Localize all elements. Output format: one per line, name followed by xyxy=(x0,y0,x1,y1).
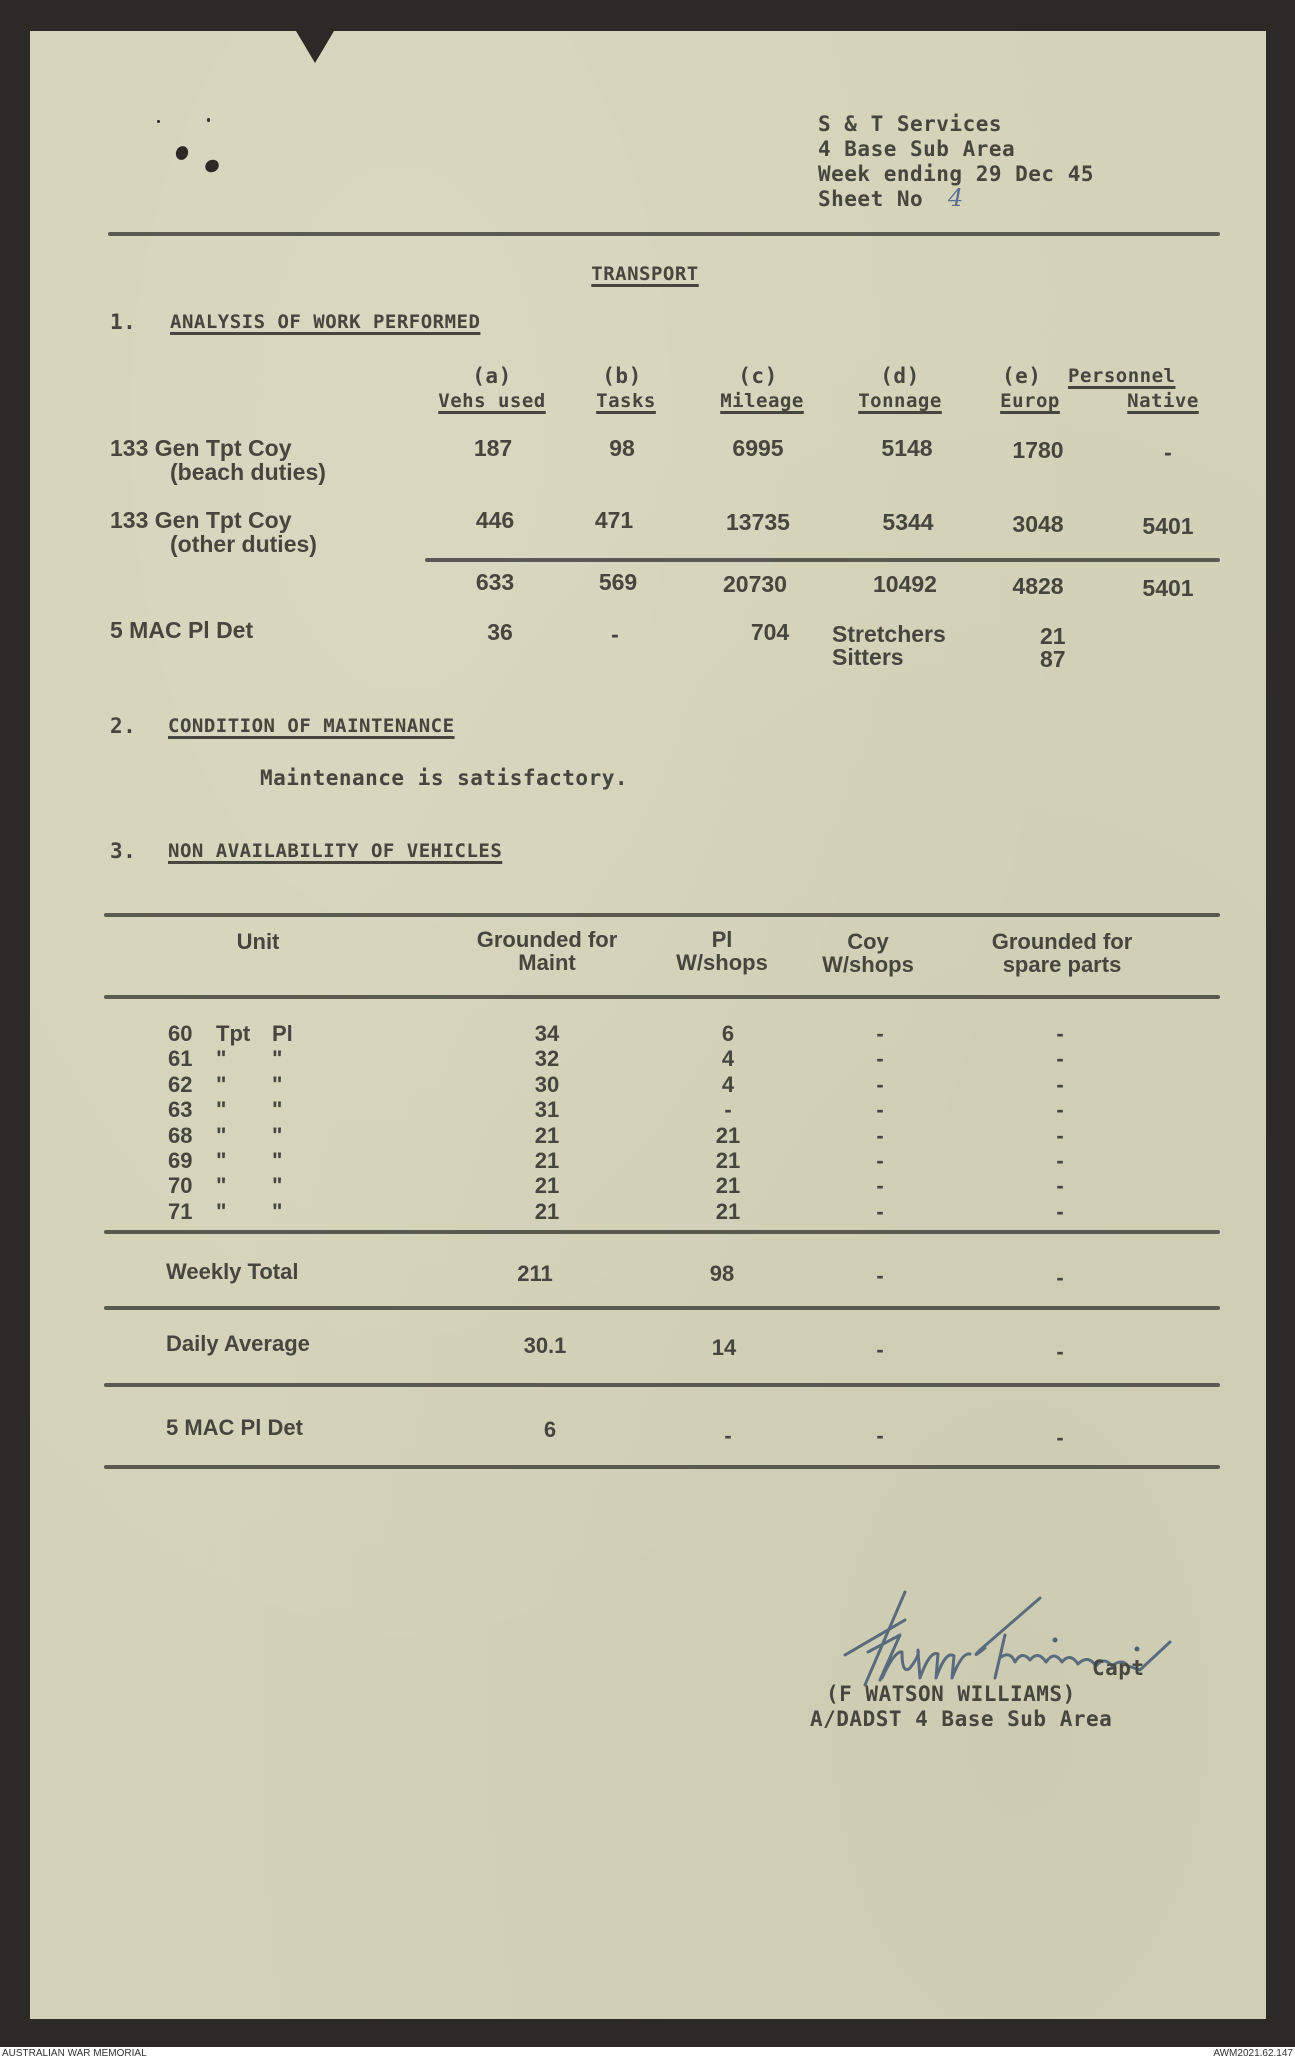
table2-row-unit-pl: " xyxy=(272,1173,283,1198)
table2-row-coy-wshops: - xyxy=(876,1148,884,1173)
row1-vehs: 187 xyxy=(473,435,513,461)
header-rule xyxy=(108,232,1220,236)
t2-col-pl-1: Pl xyxy=(711,927,733,952)
table2-row-grounded-spare: - xyxy=(1056,1021,1064,1046)
daily-average-spare: - xyxy=(1056,1339,1064,1364)
footer-institution: AUSTRALIAN WAR MEMORIAL xyxy=(2,2048,147,2059)
table2-row-unit-name: " xyxy=(216,1148,227,1173)
table2-row-grounded-spare: - xyxy=(1056,1123,1064,1148)
table2-rows-rule xyxy=(104,1230,1220,1234)
table2-row-unit-name: " xyxy=(216,1046,227,1071)
table2-row-pl-wshops: 21 xyxy=(715,1148,741,1173)
signature-name: (F WATSON WILLIAMS) xyxy=(826,1682,1076,1706)
table2-row-pl-wshops: 6 xyxy=(721,1021,735,1046)
table2-header-rule xyxy=(104,995,1220,999)
t2-mac-plw: - xyxy=(724,1423,732,1448)
row2-tasks: 471 xyxy=(594,507,634,533)
section2-text: Maintenance is satisfactory. xyxy=(260,766,629,790)
t2-col-coy-2: W/shops xyxy=(822,952,914,977)
col-b-letter: (b) xyxy=(602,364,642,388)
table2-row-unit-number: 69 xyxy=(168,1148,193,1173)
daily-average-label: Daily Average xyxy=(166,1331,310,1356)
row1-europ: 1780 xyxy=(1012,437,1064,463)
col-d-letter: (d) xyxy=(880,364,920,388)
paper-tear-notch xyxy=(296,31,334,63)
weekly-total-spare: - xyxy=(1056,1265,1064,1290)
row2-mileage: 13735 xyxy=(726,509,790,535)
col-native-label: Native xyxy=(1127,390,1199,412)
section3-heading: NON AVAILABILITY OF VEHICLES xyxy=(168,840,503,862)
table2-top-rule xyxy=(104,913,1220,917)
col-b-label: Tasks xyxy=(596,390,656,412)
section2-heading: CONDITION OF MAINTENANCE xyxy=(168,715,455,737)
t2-col-spare-1: Grounded for xyxy=(991,929,1133,954)
header-area: 4 Base Sub Area xyxy=(818,137,1016,161)
mac-sitters: 87 xyxy=(1040,646,1066,672)
table2-row-pl-wshops: 4 xyxy=(721,1072,735,1097)
t2-mac-coyw: - xyxy=(876,1423,884,1448)
row2-vehs: 446 xyxy=(475,507,515,533)
weekly-total-plw: 98 xyxy=(709,1261,735,1286)
table2-row-coy-wshops: - xyxy=(876,1097,884,1122)
signature-dot xyxy=(1053,1638,1058,1643)
table2-row-coy-wshops: - xyxy=(876,1021,884,1046)
signature-dot xyxy=(1135,1647,1140,1652)
row1-native: - xyxy=(1164,439,1172,465)
table2-row-grounded-maint: 21 xyxy=(534,1199,560,1224)
row1-tasks: 98 xyxy=(609,435,635,461)
table2-row-pl-wshops: - xyxy=(724,1097,732,1122)
header-sheet-number: 4 xyxy=(948,184,964,212)
t2-col-spare-2: spare parts xyxy=(1002,952,1122,977)
t2-col-coy-1: Coy xyxy=(847,929,889,954)
table2-row-unit-number: 70 xyxy=(168,1173,193,1198)
col-a-label: Vehs used xyxy=(438,390,546,412)
t2-col-unit: Unit xyxy=(236,929,280,954)
col-d-label: Tonnage xyxy=(858,390,942,412)
t2-col-maint-1: Grounded for xyxy=(476,927,618,952)
t2-col-pl-2: W/shops xyxy=(676,950,768,975)
section1-number: 1. xyxy=(110,310,137,334)
row1-unit: 133 Gen Tpt Coy xyxy=(110,435,292,461)
table2-row-unit-pl: " xyxy=(272,1123,283,1148)
mac-stretchers-label: Stretchers xyxy=(832,621,946,647)
mac-unit: 5 MAC Pl Det xyxy=(110,617,254,643)
table2-row-grounded-maint: 31 xyxy=(534,1097,560,1122)
row1-sub: (beach duties) xyxy=(170,459,326,485)
table2-row-unit-number: 61 xyxy=(168,1046,193,1071)
row1-tonnage: 5148 xyxy=(881,435,933,461)
col-e-letter: (e) xyxy=(1002,364,1042,388)
table2-row-unit-pl: " xyxy=(272,1148,283,1173)
total-europ: 4828 xyxy=(1012,573,1064,599)
daily-average-maint: 30.1 xyxy=(523,1333,567,1358)
footer-accession: AWM2021.62.147 xyxy=(1213,2048,1293,2059)
weekly-total-label: Weekly Total xyxy=(166,1259,299,1284)
mac-sitters-label: Sitters xyxy=(832,644,904,670)
table2-row-grounded-maint: 34 xyxy=(534,1021,560,1046)
table2-row-grounded-spare: - xyxy=(1056,1097,1064,1122)
header-org: S & T Services xyxy=(818,112,1003,136)
row1-mileage: 6995 xyxy=(732,435,784,461)
header-sheet-label: Sheet No xyxy=(818,187,924,211)
table2-row-grounded-maint: 21 xyxy=(534,1173,560,1198)
section3-number: 3. xyxy=(110,839,137,863)
table2-row-grounded-spare: - xyxy=(1056,1072,1064,1097)
table2-row-grounded-maint: 30 xyxy=(534,1072,560,1097)
col-c-label: Mileage xyxy=(720,390,804,412)
total-native: 5401 xyxy=(1142,575,1194,601)
total-tonnage: 10492 xyxy=(873,571,937,597)
weekly-total-rule xyxy=(104,1306,1220,1310)
section2-number: 2. xyxy=(110,714,137,738)
table2-row-coy-wshops: - xyxy=(876,1072,884,1097)
punch-hole xyxy=(157,120,160,123)
daily-average-coyw: - xyxy=(876,1337,884,1362)
daily-average-rule xyxy=(104,1383,1220,1387)
daily-average-plw: 14 xyxy=(711,1335,737,1360)
header-week: Week ending 29 Dec 45 xyxy=(818,162,1095,186)
table2-row-unit-pl: " xyxy=(272,1097,283,1122)
archive-footer xyxy=(0,2047,1295,2061)
totals-rule xyxy=(425,558,1220,562)
table2-row-unit-name: " xyxy=(216,1173,227,1198)
table2-row-coy-wshops: - xyxy=(876,1123,884,1148)
table2-row-coy-wshops: - xyxy=(876,1173,884,1198)
table2-row-grounded-spare: - xyxy=(1056,1148,1064,1173)
total-mileage: 20730 xyxy=(723,571,787,597)
mac-stretchers: 21 xyxy=(1040,623,1066,649)
table2-row-unit-name: " xyxy=(216,1072,227,1097)
total-vehs: 633 xyxy=(475,569,515,595)
personnel-label: Personnel xyxy=(1068,365,1176,387)
table2-row-unit-number: 63 xyxy=(168,1097,193,1122)
table2-row-unit-name: " xyxy=(216,1199,227,1224)
row2-europ: 3048 xyxy=(1012,511,1064,537)
page-title: TRANSPORT xyxy=(591,263,699,285)
mac-mileage: 704 xyxy=(750,619,790,645)
table2-row-grounded-maint: 21 xyxy=(534,1148,560,1173)
table2-row-unit-name: " xyxy=(216,1097,227,1122)
table2-bottom-rule xyxy=(104,1465,1220,1469)
table2-row-unit-number: 60 xyxy=(168,1021,193,1046)
signature-title: A/DADST 4 Base Sub Area xyxy=(810,1707,1113,1731)
row2-tonnage: 5344 xyxy=(882,509,934,535)
col-a-letter: (a) xyxy=(472,364,512,388)
punch-hole xyxy=(207,118,210,122)
table2-row-grounded-spare: - xyxy=(1056,1199,1064,1224)
row2-sub: (other duties) xyxy=(170,531,317,557)
t2-mac-maint: 6 xyxy=(543,1417,557,1442)
table2-row-unit-pl: Pl xyxy=(272,1021,293,1046)
table2-row-pl-wshops: 21 xyxy=(715,1123,741,1148)
table2-row-grounded-spare: - xyxy=(1056,1173,1064,1198)
signature-rank: Capt xyxy=(1092,1656,1145,1680)
table2-row-pl-wshops: 21 xyxy=(715,1173,741,1198)
col-e-label: Europ xyxy=(1000,390,1060,412)
section1-heading: ANALYSIS OF WORK PERFORMED xyxy=(170,311,481,333)
table2-row-pl-wshops: 4 xyxy=(721,1046,735,1071)
t2-mac-spare: - xyxy=(1056,1425,1064,1450)
table2-row-unit-number: 62 xyxy=(168,1072,193,1097)
table2-row-unit-name: " xyxy=(216,1123,227,1148)
row2-unit: 133 Gen Tpt Coy xyxy=(110,507,292,533)
table2-row-unit-number: 68 xyxy=(168,1123,193,1148)
t2-mac-label: 5 MAC Pl Det xyxy=(166,1415,303,1440)
mac-tasks: - xyxy=(611,621,619,647)
table2-row-unit-pl: " xyxy=(272,1199,283,1224)
weekly-total-maint: 211 xyxy=(517,1261,553,1286)
table2-row-pl-wshops: 21 xyxy=(715,1199,741,1224)
t2-col-maint-2: Maint xyxy=(518,950,576,975)
row2-native: 5401 xyxy=(1142,513,1194,539)
mac-vehs: 36 xyxy=(487,619,513,645)
total-tasks: 569 xyxy=(598,569,638,595)
weekly-total-coyw: - xyxy=(876,1263,884,1288)
table2-row-grounded-spare: - xyxy=(1056,1046,1064,1071)
table2-row-unit-pl: " xyxy=(272,1072,283,1097)
table2-row-unit-pl: " xyxy=(272,1046,283,1071)
table2-row-coy-wshops: - xyxy=(876,1046,884,1071)
table2-row-grounded-maint: 32 xyxy=(534,1046,560,1071)
table2-row-unit-number: 71 xyxy=(168,1199,193,1224)
table2-row-coy-wshops: - xyxy=(876,1199,884,1224)
table2-row-grounded-maint: 21 xyxy=(534,1123,560,1148)
table2-row-unit-name: Tpt xyxy=(216,1021,251,1046)
col-c-letter: (c) xyxy=(738,364,778,388)
